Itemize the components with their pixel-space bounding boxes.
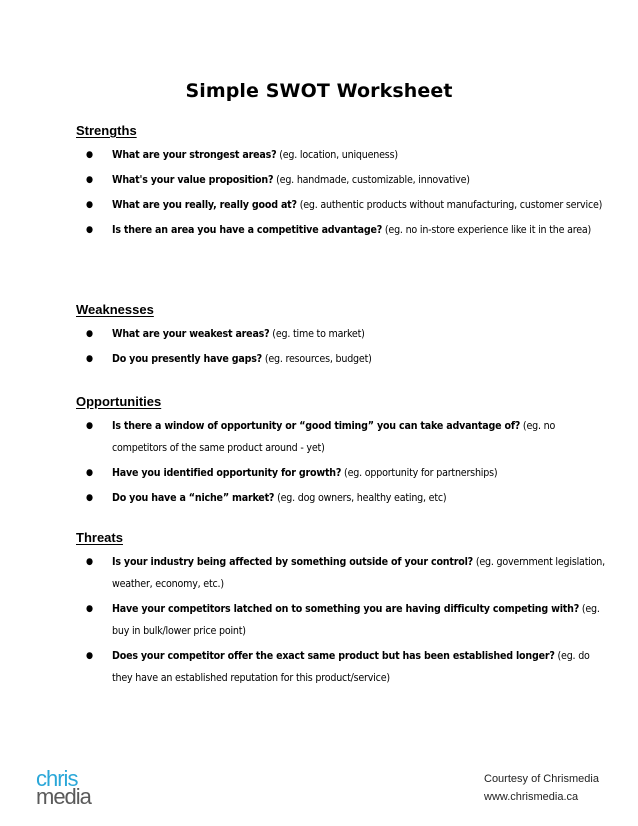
list-item: ● Have your competitors latched on to something you are having difficulty competing with? (eg. buy in bulk/lower price point) (76, 598, 606, 642)
list-item: ● Is there a window of opportunity or “good timing” you can take advantage of? (eg. no competitors of the same product around - yet) (76, 415, 606, 459)
list-item: ● Have you identified opportunity for growth? (eg. opportunity for partnerships) (76, 462, 606, 484)
section-heading: Weaknesses (76, 302, 154, 317)
logo-text-chris: chris (36, 766, 78, 791)
list-item: ● Do you have a “niche” market? (eg. dog owners, healthy eating, etc) (76, 487, 606, 509)
section-heading: Strengths (76, 123, 137, 138)
section-opportunities (76, 394, 606, 509)
page-title: Simple SWOT Worksheet (185, 80, 453, 102)
list-item: ● Do you presently have gaps? (eg. resources, budget) (76, 348, 606, 370)
list-item: ● Is your industry being affected by something outside of your control? (eg. government legislation, weather, economy, etc.) (76, 551, 606, 595)
chrismedia-logo (36, 766, 116, 812)
section-heading: Opportunities (76, 394, 162, 409)
section-strengths (76, 123, 606, 241)
footer-courtesy: Courtesy of Chrismedia (484, 773, 599, 785)
section-threats (76, 530, 606, 689)
section-heading: Threats (76, 530, 123, 545)
list-item: ● What are your weakest areas? (eg. time to market) (76, 323, 606, 345)
logo-text-media: media (36, 784, 91, 809)
list-item: ● What are your strongest areas? (eg. location, uniqueness) (76, 144, 606, 166)
list-item: ● Does your competitor offer the exact same product but has been established longer? (eg. do they have an established reputation for this product/service) (76, 645, 606, 689)
footer-credit (484, 770, 599, 806)
list-item: ● Is there an area you have a competitive advantage? (eg. no in-store experience like it in the area) (76, 219, 606, 241)
footer-url: www.chrismedia.ca (484, 791, 579, 803)
list-item: ● What are you really, really good at? (eg. authentic products without manufacturing, customer service) (76, 194, 606, 216)
section-weaknesses (76, 302, 606, 370)
list-item: ● What's your value proposition? (eg. handmade, customizable, innovative) (76, 169, 606, 191)
